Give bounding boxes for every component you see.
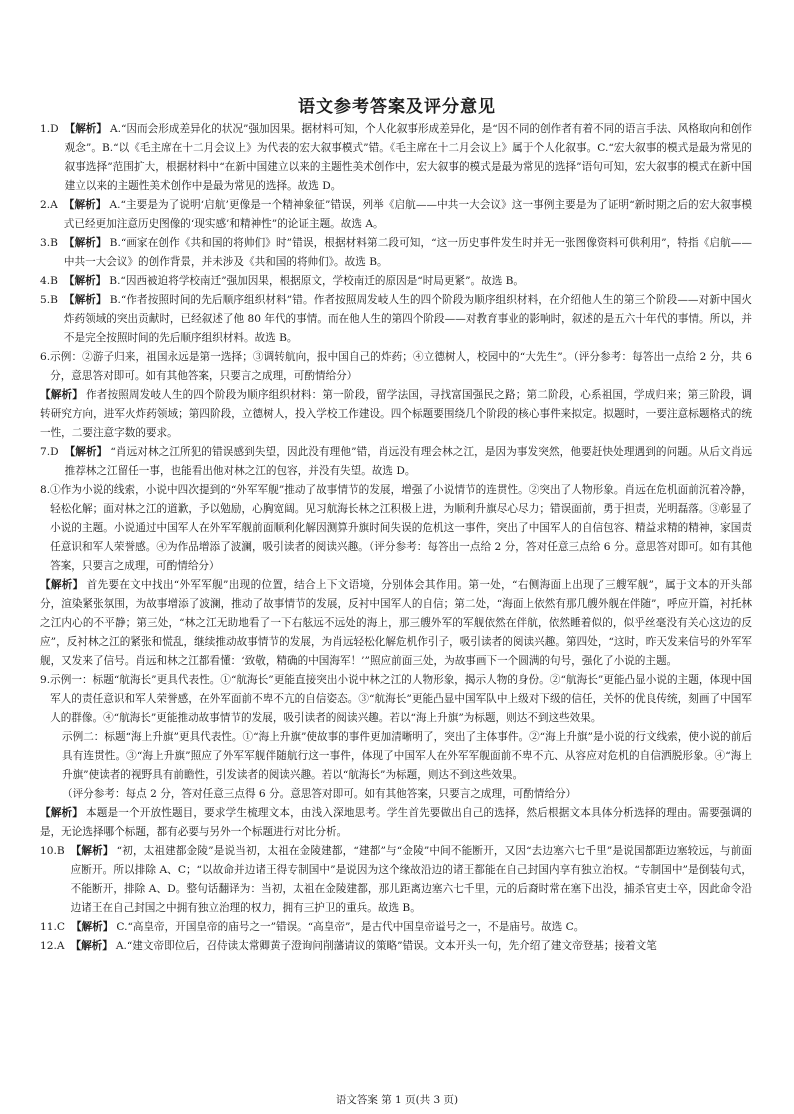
item-text	[71, 937, 753, 956]
analysis-tag: 【解析】	[40, 389, 83, 401]
item-number: 9.	[40, 674, 51, 686]
analysis-text: B.“画家在创作《共和国的将帅们》时”错误，根据材料第二段可知，“这一历史事件发生时并无一张图像资料可供利用”，特指《启航——中共一大会议》的创作背景，并未涉及《共和国的将帅们》。故选 B。	[63, 237, 753, 268]
analysis-tag: 【解析】	[63, 294, 107, 306]
item-number: 2.A	[40, 199, 58, 211]
example-two-paragraph: 示例二：标题“海上升旗”更具代表性。①“海上升旗”使故事的事件更加清晰明了，突出了主体事件。②“海上升旗”是小说的行文线索，使小说的前后具有连贯性。③“海上升旗”照应了外军军舰伴随航行这一事件，体现了中国军人在外军军舰面前不卑不亢、从容应对危机的自信洒脱形象。④“海上升旗”使读者的视野具有前瞻性，引发读者的阅读兴趣。若以“航海长”为标题，则达不到这些效果。	[62, 731, 752, 781]
analysis-tag: 【解析】	[64, 123, 108, 135]
analysis-paragraph-6	[40, 386, 752, 443]
item-text	[71, 842, 752, 918]
analysis-tag: 【解析】	[70, 845, 114, 857]
item-number: 12.A	[40, 940, 65, 952]
answer-item-10	[40, 842, 752, 918]
analysis-tag: 【解析】	[63, 237, 107, 249]
page-title: 语文参考答案及评分意见	[298, 97, 496, 117]
answer-item-6	[40, 348, 752, 386]
scoring-note: （评分参考：每点 2 分，答对任意三点得 6 分。意思答对即可。如有其他答案，只要言之成理，可酌情给分）	[62, 788, 577, 800]
item-text	[64, 196, 752, 234]
page-footer: 语文答案 第 1 页(共 3 页)	[335, 1094, 459, 1106]
answer-item-8	[40, 481, 752, 576]
item-number: 1.D	[40, 123, 59, 135]
item-text	[50, 481, 752, 576]
analysis-text: “肖远对林之江所犯的错误感到失望，因此没有理他”错，肖远没有理会林之江，是因为事发突然，他要赶快处理遇到的问题。从后文肖远推荐林之江留任一事，也能看出他对林之江的包容，并没有失望。故选 D。	[64, 446, 753, 477]
item-number: 4.B	[40, 275, 58, 287]
item-text	[64, 234, 752, 272]
item-number: 7.D	[40, 446, 59, 458]
item-number: 5.B	[40, 294, 58, 306]
analysis-text: B.“因西被迫将学校南迁”强加因果，根据原文，学校南迁的原因是“时局更紧”。故选 B。	[109, 275, 525, 287]
answer-item-2	[40, 196, 752, 234]
answer-list	[40, 120, 752, 956]
analysis-text: 本题是一个开放性题目，要求学生梳理文本，由浅入深地思考。学生首先要做出自己的选择，然后根据文本具体分析选择的理由。需要强调的是，无论选择哪个标题，都有必要与另外一个标题进行对比分析。	[40, 807, 752, 838]
answer-item-7	[40, 443, 752, 481]
answer-item-3	[40, 234, 752, 272]
analysis-text: “初，太祖建都金陵”是说当初，太祖在金陵建都，“建都”与“金陵”中间不能断开，又因“去边塞六七千里”是说国都距边塞较远，与前面应断开。所以排除 A、C；“以故命并边诸王得专制国中”是说因为这个缘故沿边的诸王都能在自己封国内享有独立治权。“专制国中”是倒装句式，不能断开，排除 A、D。整句话翻译为：当初，太祖在金陵建都，那儿距离边塞六七千里，元的后裔时常在塞下出没，捕杀官吏士卒，因此命令沿边诸王在自己封国之中拥有独立治理的权力，拥有三护卫的重兵。故选 B。	[70, 845, 752, 914]
analysis-paragraph-9	[40, 804, 752, 842]
answer-item-11	[40, 918, 752, 937]
answer-item-12	[40, 937, 752, 956]
analysis-text: 作者按照周发岐人生的四个阶段为顺序组织材料：第一阶段，留学法国，寻找富国强民之路；第二阶段，心系祖国，学成归来；第三阶段，调转研究方向，进军火炸药领域；第四阶段，立德树人，投入学校工作建设。四个标题要围绕几个阶段的核心事件来拟定。拟题时，一要注意标题格式的统一性，二要注意字数的要求。	[40, 389, 752, 439]
item-text	[64, 272, 752, 291]
answer-text: 示例：②游子归来，祖国永远是第一选择；③调转航向，报中国自己的炸药；④立德树人，校园中的“大先生”。（评分参考：每答出一点给 2 分，共 6 分，意思答对即可。如有其他答案，只要言之成理，可酌情给分）	[50, 351, 752, 382]
analysis-text: A.“因而会形成差异化的状况”强加因果。据材料可知，个人化叙事形成差异化，是“因不同的创作者有着不同的语言手法、风格取向和创作观念”。B.“以《毛主席在十二月会议上》为代表的宏大叙事模式”错。《毛主席在十二月会议上》属于个人化叙事。C.“宏大叙事的模式是最为常见的叙事选择”范围扩大，根据材料中“在新中国建立以来的主题性美术创作中，宏大叙事的模式是最为常见的选择”语句可知，宏大叙事的模式在新中国建立以来的主题性美术创作中是最为常见的选择。故选 D。	[64, 123, 753, 192]
analysis-text: B.“作者按照时间的先后顺序组织材料”错。作者按照周发岐人生的四个阶段为顺序组织材料，在介绍他人生的第三个阶段——对新中国火炸药领域的突出贡献时，已经叙述了他 80 年代的事情。而在他人生的第四个阶段——对教育事业的影响时，叙述的是五六十年代的事情。所以，并不是完全按照时间的先后顺序组织材料。故选 B。	[63, 294, 752, 344]
answer-text: ①作为小说的线索，小说中四次提到的“外军军舰”推动了故事情节的发展，增强了小说情节的连贯性。②突出了人物形象。肖远在危机面前沉着冷静，轻松化解；面对林之江的道歉，予以勉励，心胸宽阔。见习航海长林之江积极上进，为顺利升旗尽心尽力；错误面前，勇于担责，光明磊落。③彰显了小说的主题。小说通过中国军人在外军军舰前面顺利化解因测算升旗时间失误的危机这一事件，突出了中国军人的自信包容、精益求精的精神，家国责任意识和军人荣誉感。④为作品增添了波澜，吸引读者的阅读兴趣。（评分参考：每答出一点给 2 分，答对任意三点给 6 分。意思答对即可。如有其他答案，只要言之成理，可酌情给分）	[50, 484, 752, 572]
item-text	[50, 348, 752, 386]
analysis-tag: 【解析】	[40, 579, 84, 591]
answer-item-4	[40, 272, 752, 291]
analysis-text: A.“建文帝即位后，召侍读太常卿黄子澄询问削藩请议的策略”错误。文本开头一句，先介绍了建文帝登基；接着文笔	[115, 940, 657, 952]
item-number: 10.B	[40, 845, 65, 857]
analysis-tag: 【解析】	[70, 940, 113, 952]
item-text	[50, 671, 752, 728]
answer-item-1	[40, 120, 752, 196]
analysis-text: C.“高皇帝，开国皇帝的庙号之一”错误。“高皇帝”，是古代中国皇帝谥号之一，不是庙号。故选 C。	[116, 921, 585, 933]
item-number: 8.	[40, 484, 51, 496]
analysis-tag: 【解析】	[63, 275, 107, 287]
analysis-tag: 【解析】	[40, 807, 83, 819]
answer-item-9	[40, 671, 752, 728]
item-number: 6.	[40, 351, 51, 363]
item-text	[65, 443, 752, 481]
example-one-text: 示例一：标题“航海长”更具代表性。①“航海长”更能直接突出小说中林之江的人物形象，揭示人物的身份。②“航海长”更能凸显小说的主题，体现中国军人的责任意识和军人荣誉感，在外军面前不卑不亢的自信姿态。③“航海长”更能凸显中国军队中上级对下级的信任，关怀的优良传统，刻画了中国军人的群像。④“航海长”更能推动故事情节的发展，吸引读者的阅读兴趣。若以“海上升旗”为标题，则达不到这些效果。	[50, 674, 752, 724]
analysis-tag: 【解析】	[64, 446, 108, 458]
item-text	[71, 918, 752, 937]
analysis-tag: 【解析】	[63, 199, 107, 211]
answer-item-5	[40, 291, 752, 348]
analysis-text: 首先要在文中找出“外军军舰”出现的位置，结合上下文语境，分别体会其作用。第一处，“右侧海面上出现了三艘军舰”，属于文本的开头部分，渲染紧张氛围，为故事增添了波澜，推动了故事情节的发展，反衬中国军人的自信；第二处，“海面上依然有那几艘外舰在伴随”，呼应开篇，衬托林之江内心的不平静；第三处，“林之江无助地看了一下右舷远不远处的海上，那三艘外军的军舰依然在伴航，依然睡着似的，似乎丝毫没有关心这边的反应”，反衬林之江的紧张和慌乱，继续推动故事情节的发展，为肖远轻松化解危机作引子，吸引读者的阅读兴趣。第四处，“这时，昨天发来信号的外军军舰，又发来了信号。肖远和林之江都看懂：‘致敬，精确的中国海军！’”照应前面三处，为故事画下一个圆满的句号，强化了小说的主题。	[40, 579, 752, 667]
analysis-paragraph-8	[40, 576, 752, 671]
item-number: 11.C	[40, 921, 65, 933]
item-number: 3.B	[40, 237, 58, 249]
analysis-text: A.“主要是为了说明‘启航’更像是一个精神象征”错误，列举《启航——中共一大会议》这一事例主要是为了证明“新时期之后的宏大叙事模式已经更加注意历史图像的‘现实感’和精神性”的论证主题。故选 A。	[63, 199, 753, 230]
analysis-tag: 【解析】	[70, 921, 114, 933]
item-text	[64, 291, 752, 348]
item-text	[65, 120, 752, 196]
